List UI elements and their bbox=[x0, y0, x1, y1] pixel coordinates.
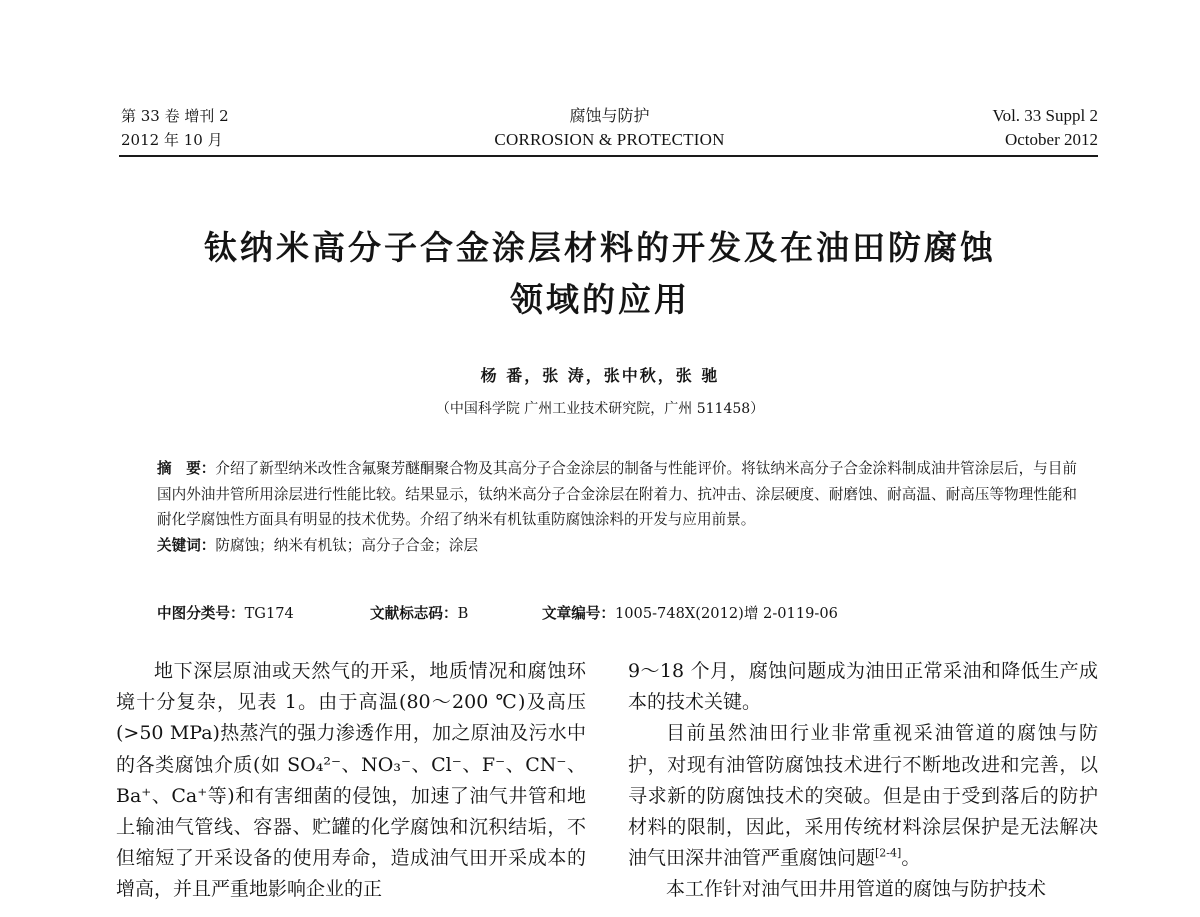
article-title-line-2: 领域的应用 bbox=[510, 280, 690, 319]
article-number-value: 1005-748X(2012)增 2-0119-06 bbox=[614, 605, 838, 622]
body-paragraph-end: 。 bbox=[901, 847, 921, 870]
article-number-label: 文章编号： bbox=[542, 605, 615, 622]
body-paragraph bbox=[628, 718, 1098, 874]
keywords bbox=[157, 533, 1077, 559]
abstract-label: 摘 要： bbox=[157, 460, 216, 477]
volume-issue-en: Vol. 33 Suppl 2 bbox=[992, 106, 1098, 125]
article-number bbox=[542, 603, 838, 625]
running-header bbox=[121, 104, 1098, 160]
article-title bbox=[100, 222, 1100, 326]
volume-issue-en-info bbox=[993, 104, 1099, 152]
abstract-text: 介绍了新型纳米改性含氟聚芳醚酮聚合物及其高分子合金涂层的制备与性能评价。将钛纳米高分子合金涂料制成油井管涂层后，与目前国内外油井管所用涂层进行性能比较。结果显示，钛纳米高分子合金涂层在附着力、抗冲击、涂层硬度、耐磨蚀、耐高温、耐高压等物理性能和耐化学腐蚀性方面具有明显的技术优势。介绍了纳米有机钛重防腐蚀涂料的开发与应用前景。 bbox=[157, 460, 1077, 528]
document-code-label: 文献标志码： bbox=[370, 605, 458, 622]
article-title-line-1: 钛纳米高分子合金涂层材料的开发及在油田防腐蚀 bbox=[204, 228, 996, 267]
document-code-value: B bbox=[457, 605, 469, 622]
clc-number bbox=[157, 603, 294, 625]
journal-name-en: CORROSION & PROTECTION bbox=[494, 130, 725, 149]
volume-issue: 第 33 卷 增刊 2 bbox=[121, 107, 229, 125]
body-column-left bbox=[116, 656, 586, 906]
clc-value: TG174 bbox=[244, 605, 294, 622]
keywords-label: 关键词： bbox=[157, 536, 216, 554]
clc-label: 中图分类号： bbox=[157, 605, 245, 622]
author-affiliation: （中国科学院 广州工业技术研究院，广州 511458） bbox=[435, 401, 765, 417]
publication-date-en: October 2012 bbox=[1004, 130, 1098, 149]
abstract-block bbox=[157, 456, 1077, 558]
body-paragraph: 地下深层原油或天然气的开采，地质情况和腐蚀环境十分复杂，见表 1。由于高温(80～200 ℃)及高压(>50 MPa)热蒸汽的强力渗透作用，加之原油及污水中的各类腐蚀介质(如 SO₄²⁻、NO₃⁻、Cl⁻、F⁻、CN⁻、Ba⁺、Ca⁺等)和有害细菌的侵蚀，加速了油气井管和地上输油气管线、容器、贮罐的化学腐蚀和沉积结垢，不但缩短了开采设备的使用寿命，造成油气田开采成本的增高，并且严重地影响企业的正 bbox=[116, 660, 586, 901]
keywords-text: 防腐蚀；纳米有机钛；高分子合金；涂层 bbox=[215, 536, 479, 554]
body-paragraph-text: 目前虽然油田行业非常重视采油管道的腐蚀与防护，对现有油管防腐蚀技术进行不断地改进和完善，以寻求新的防腐蚀技术的突破。但是由于受到落后的防护材料的限制，因此，采用传统材料涂层保护是无法解决油气田深井油管严重腐蚀问题 bbox=[628, 722, 1098, 870]
citation: [2-4] bbox=[875, 846, 902, 860]
journal-name bbox=[121, 104, 1098, 152]
document-code bbox=[370, 603, 468, 625]
publication-date-cn: 2012 年 10 月 bbox=[121, 131, 223, 149]
body-column-right bbox=[628, 656, 1098, 906]
journal-name-cn: 腐蚀与防护 bbox=[569, 106, 650, 125]
body-paragraph-continued: 9～18 个月，腐蚀问题成为油田正常采油和降低生产成本的技术关键。 bbox=[628, 660, 1098, 714]
abstract bbox=[157, 456, 1077, 533]
body-paragraph: 本工作针对油气田井用管道的腐蚀与防护技术 bbox=[666, 878, 1047, 901]
header-rule bbox=[119, 155, 1098, 157]
author-list: 杨 番，张 涛，张中秋，张 驰 bbox=[480, 366, 720, 385]
